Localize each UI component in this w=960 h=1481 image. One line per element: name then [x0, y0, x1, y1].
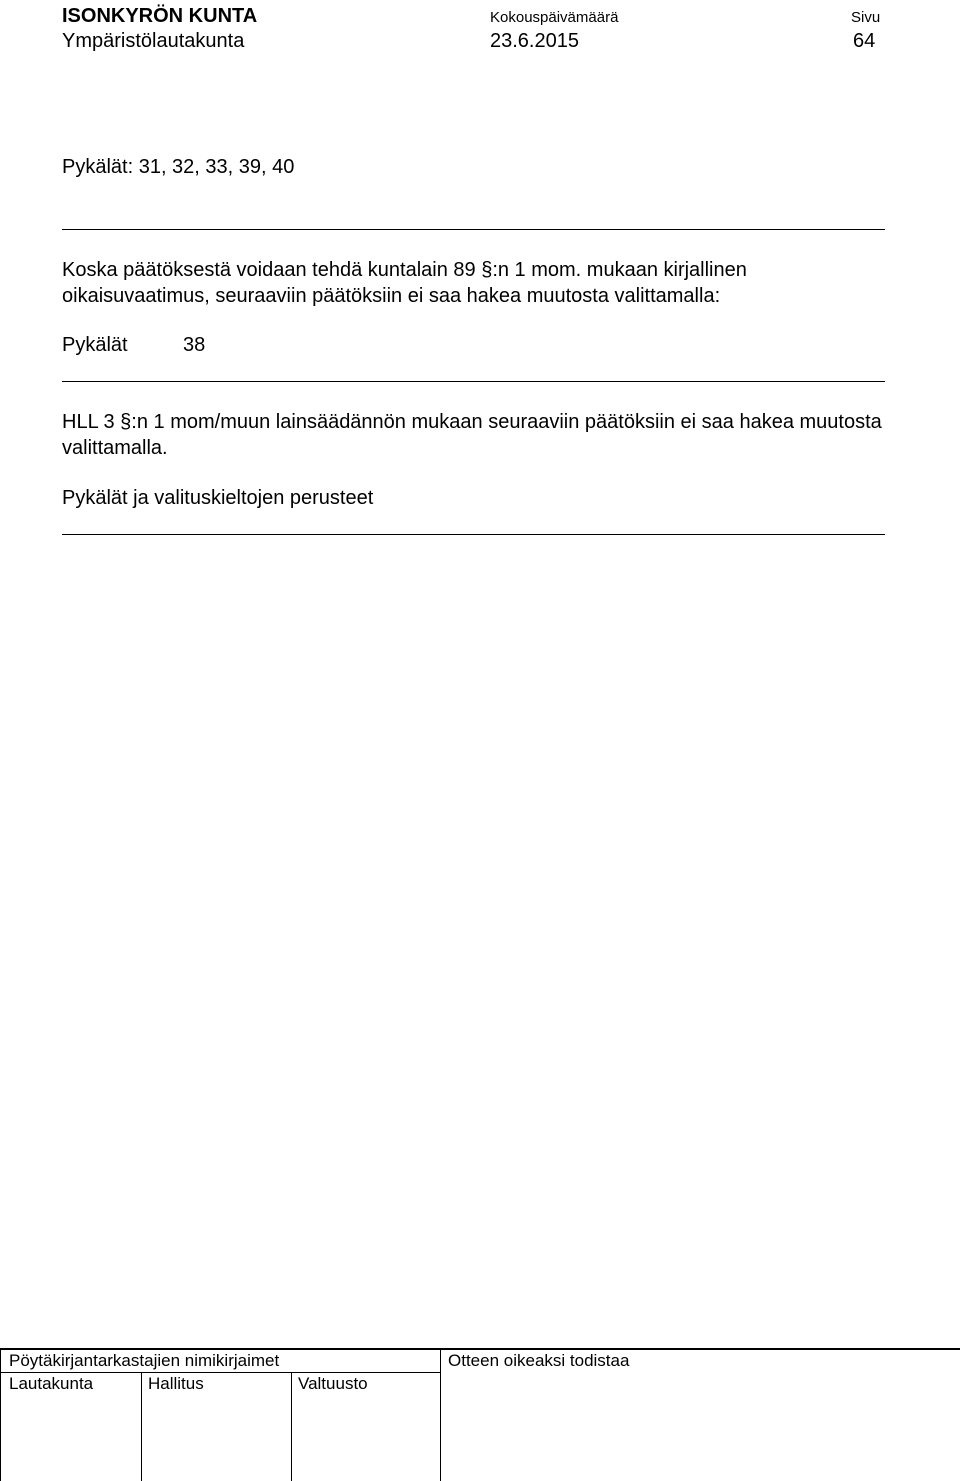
- government-column-label: Hallitus: [148, 1374, 204, 1393]
- page-number: 64: [853, 30, 876, 52]
- certify-label: Otteen oikeaksi todistaa: [448, 1351, 630, 1370]
- divider: [62, 381, 885, 382]
- footer-column-divider: [141, 1372, 142, 1481]
- footer-top-border: [0, 1348, 960, 1350]
- divider: [62, 534, 885, 535]
- footer-signature-table: [0, 1348, 960, 1481]
- organization-name: ISONKYRÖN KUNTA: [62, 5, 258, 27]
- appeal-ban-paragraph: HLL 3 §:n 1 mom/muun lainsäädännön mukaan seuraaviin päätöksiin ei saa hakea muutosta valittamalla.: [62, 411, 882, 459]
- footer-column-divider: [440, 1348, 441, 1481]
- divider: [62, 229, 885, 230]
- footer-left-border: [0, 1348, 1, 1481]
- council-column-label: Valtuusto: [298, 1374, 368, 1393]
- board-column-label: Lautakunta: [9, 1374, 94, 1393]
- appeal-paragraph: Koska päätöksestä voidaan tehdä kuntalain 89 §:n 1 mom. mukaan kirjallinen oikaisuvaatimus, seuraaviin päätöksiin ei saa hakea muutosta valittamalla:: [62, 259, 747, 307]
- meeting-date: 23.6.2015: [490, 30, 579, 52]
- sections-row: [62, 333, 206, 357]
- initials-label: Pöytäkirjantarkastajien nimikirjaimet: [9, 1351, 280, 1370]
- meeting-date-label: Kokouspäivämäärä: [490, 9, 619, 26]
- page-label: Sivu: [851, 9, 881, 26]
- department-name: Ympäristölautakunta: [62, 30, 245, 52]
- footer-row-divider: [0, 1372, 440, 1373]
- footer-column-divider: [291, 1372, 292, 1481]
- grounds-label: Pykälät ja valituskieltojen perusteet: [62, 487, 374, 509]
- sections-label: Pykälät: [62, 334, 128, 356]
- sections-number: 38: [183, 334, 206, 356]
- sections-list: Pykälät: 31, 32, 33, 39, 40: [62, 156, 295, 178]
